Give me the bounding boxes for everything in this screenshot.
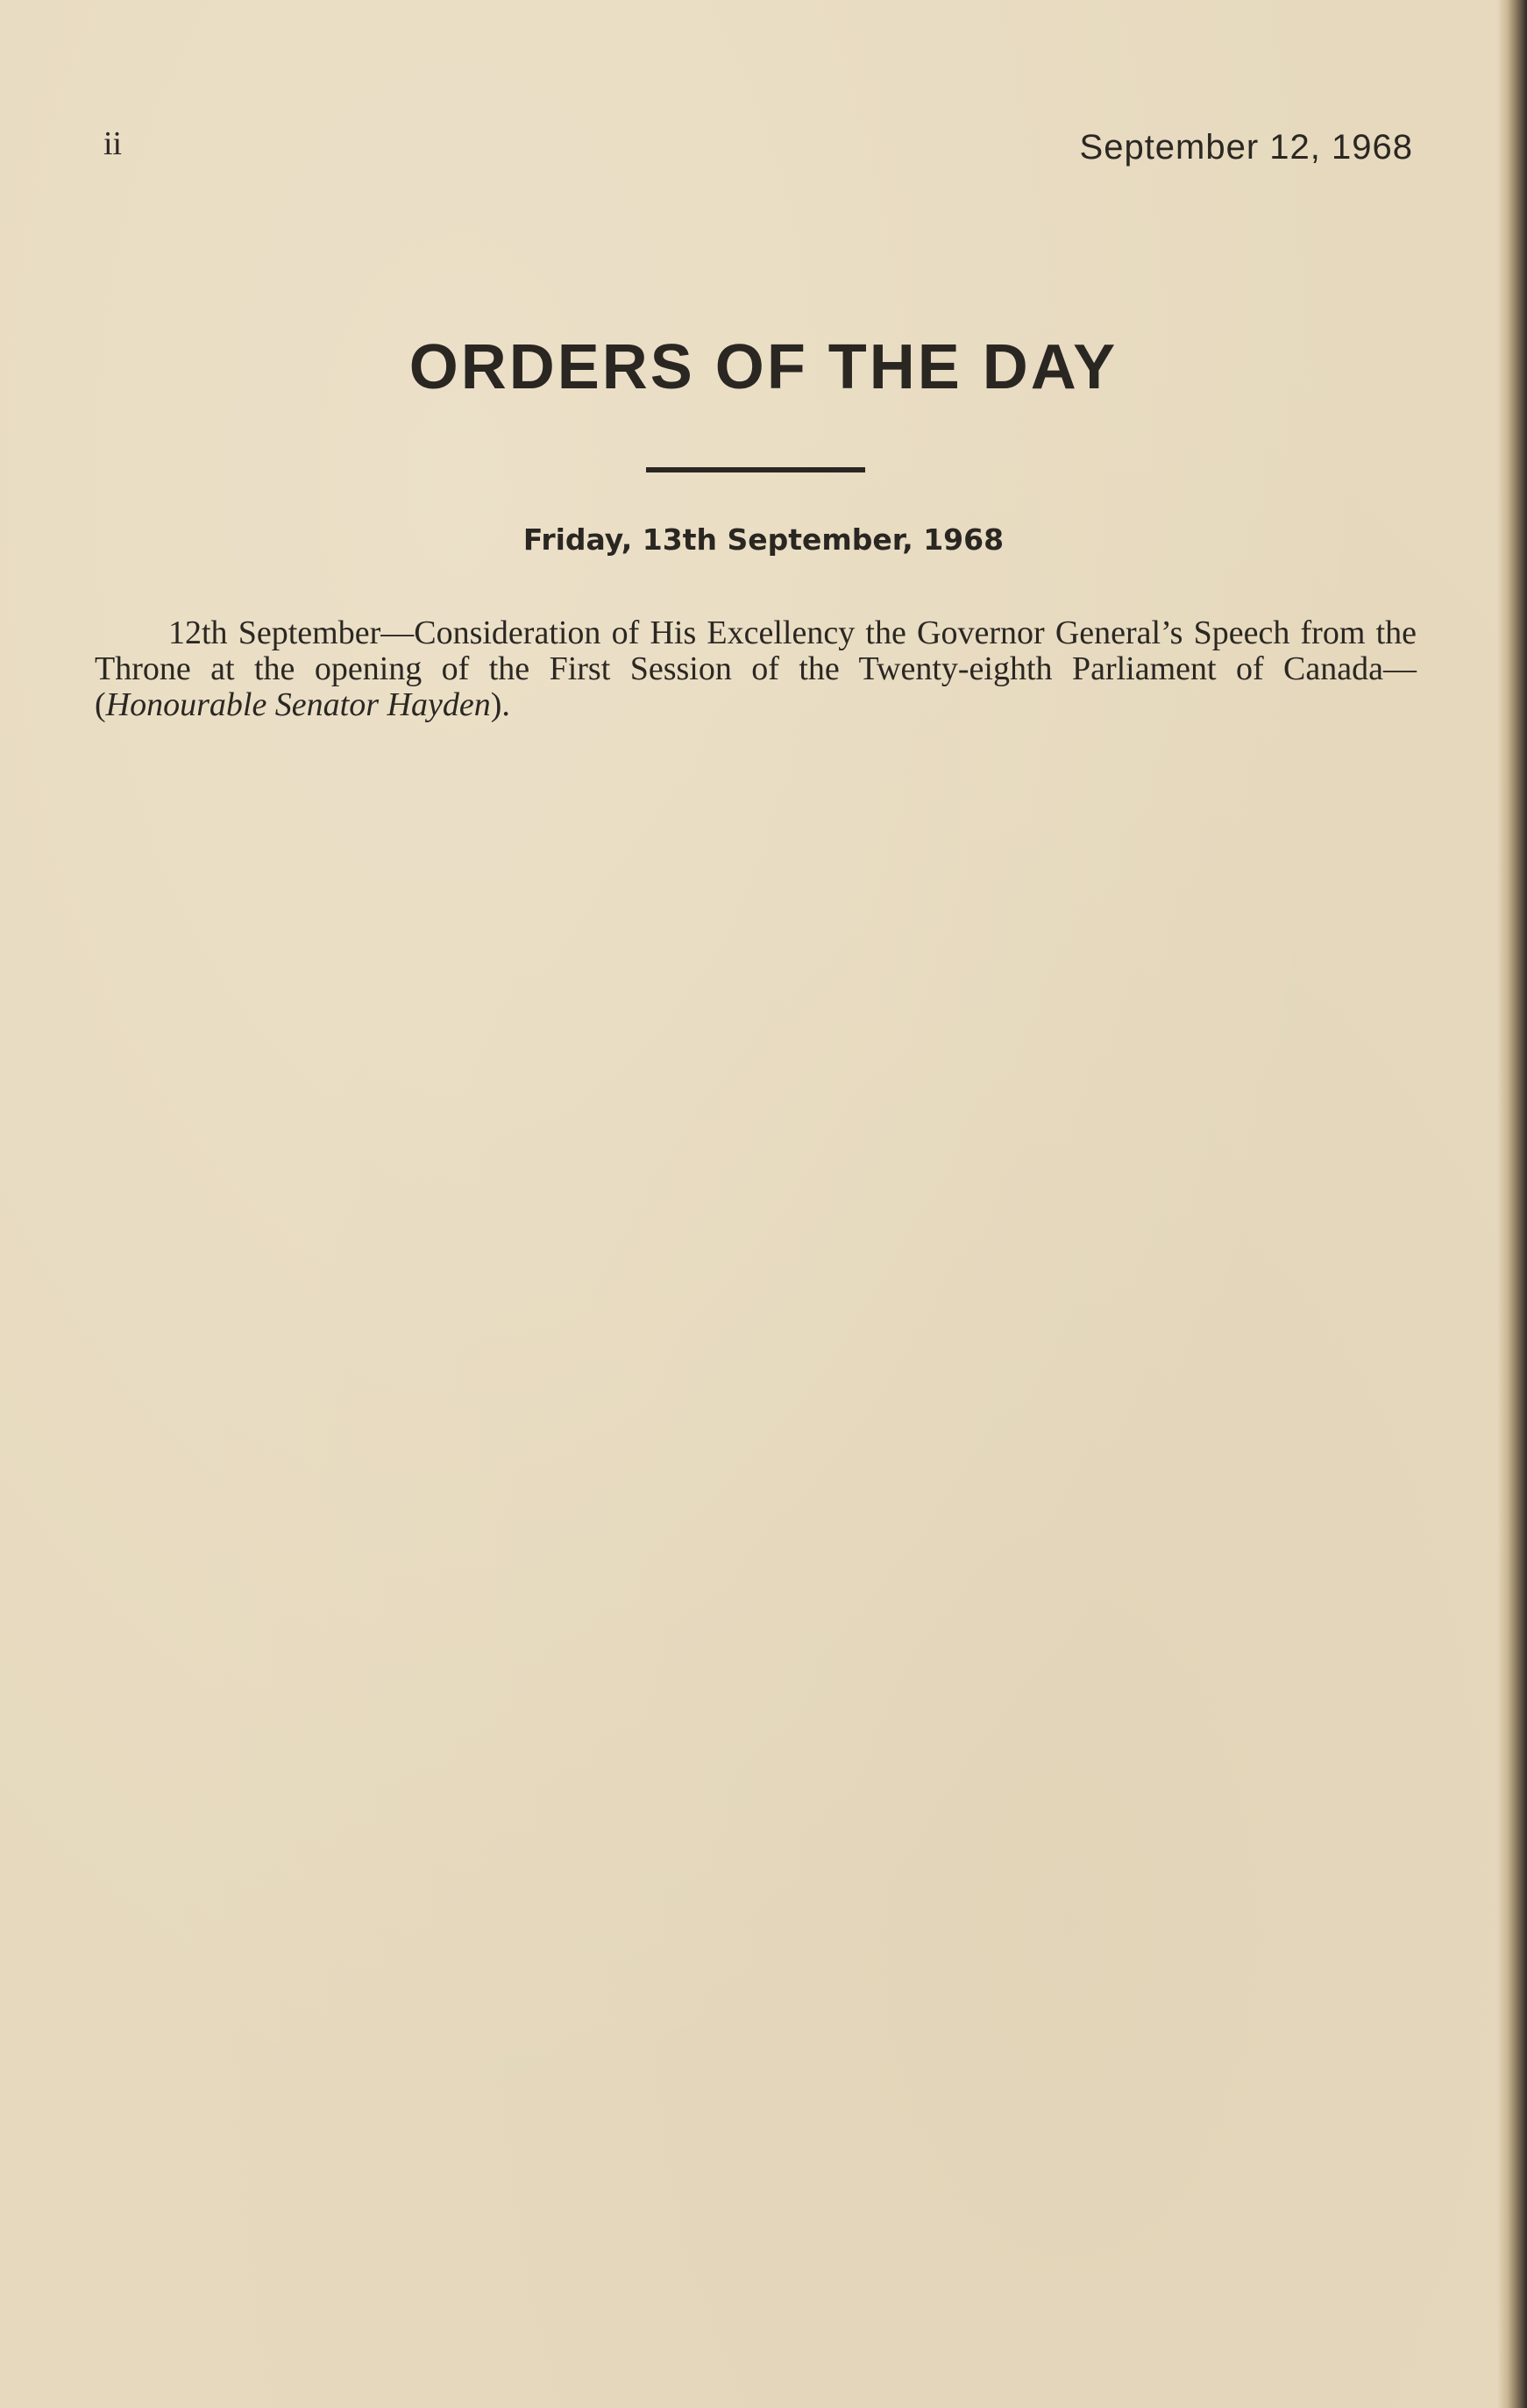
order-item-sponsor: Honourable Senator Hayden	[105, 686, 491, 723]
book-spine-edge	[1497, 0, 1527, 2408]
order-item	[95, 615, 1417, 723]
order-item-closing: ).	[490, 686, 510, 723]
title-divider	[646, 467, 865, 472]
page-number: ii	[103, 125, 123, 162]
header-date: September 12, 1968	[1079, 128, 1413, 167]
page-title: ORDERS OF THE DAY	[408, 332, 1119, 402]
sitting-date-heading: Friday, 13th September, 1968	[522, 522, 1005, 557]
order-item-text: 12th September—Consideration of His Excellency the Governor General’s Speech from the Throne at the opening of the First Session of the Twenty-eighth Parliament of Canada—(	[95, 614, 1417, 723]
